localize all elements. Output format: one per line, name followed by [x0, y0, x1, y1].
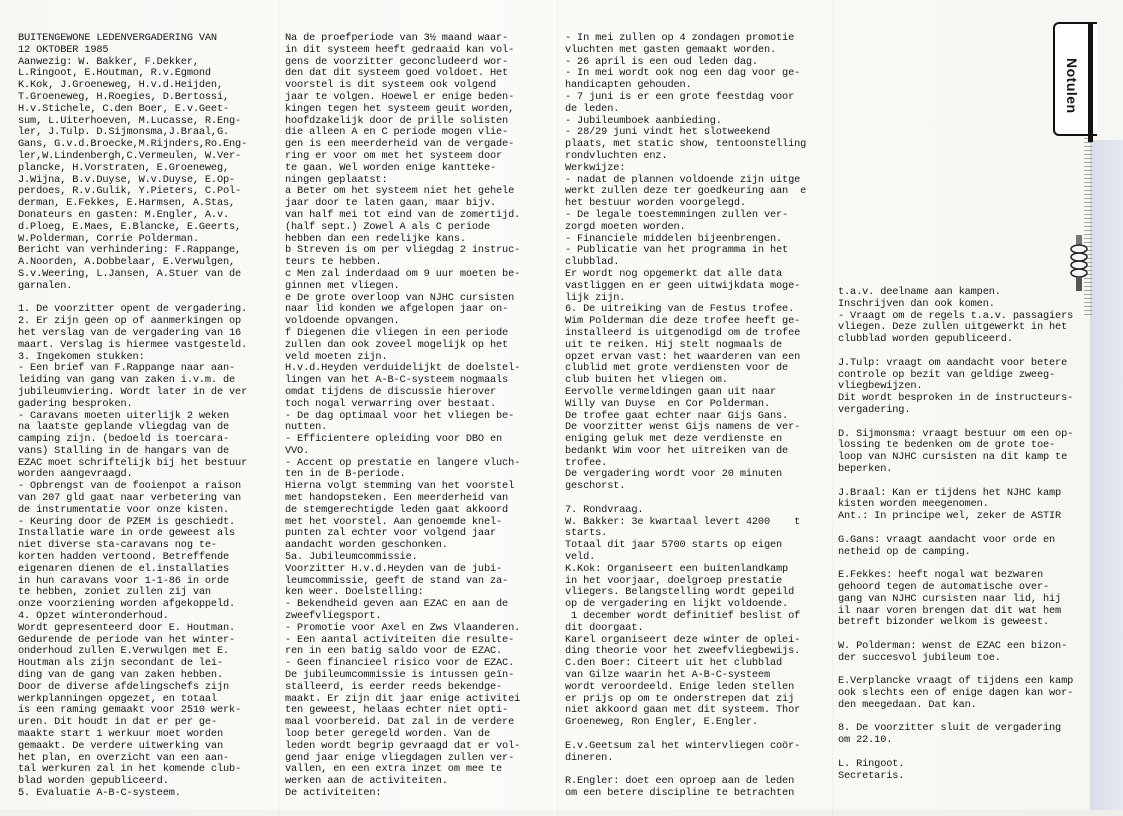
text-line: vluchten met gasten gemaakt worden.: [565, 43, 777, 56]
text-line: e De grote overloop van NJHC cursisten: [285, 291, 515, 304]
text-line: W. Polderman: wenst de EZAC een bizon-: [838, 639, 1068, 652]
text-line: gang van NJHC cursisten naar lid, hij: [838, 592, 1062, 605]
text-line: ginnen met vliegen.: [285, 279, 400, 292]
text-line: vergadering.: [838, 403, 911, 416]
text-line: L.Ringoot, E.Houtman, R.v.Egmond: [18, 67, 211, 80]
text-line: installeerd is uitgenodigd om de trofee: [565, 326, 801, 339]
text-column-3: [565, 33, 806, 800]
text-line: werken aan de activiteiten.: [285, 775, 448, 788]
text-line: worden aangevraagd.: [18, 468, 133, 481]
text-line: [838, 417, 1073, 429]
text-line: netheid op de camping.: [838, 545, 971, 558]
text-line: S.v.Weering, L.Jansen, A.Stuer van de: [18, 267, 242, 280]
text-line: dit doorgaat.: [565, 621, 644, 634]
text-line: - 26 april is een oud leden dag.: [565, 55, 758, 68]
text-line: Donateurs en gasten: M.Engler, A.v.: [18, 208, 230, 221]
text-line: Ant.: In principe wel, zeker de ASTIR: [838, 510, 1062, 523]
text-line: Wordt gepresenteerd door E. Houtman.: [18, 621, 236, 634]
text-line: perdoes, R.v.Gulik, Y.Pieters, C.Pol-: [18, 185, 242, 198]
text-line: na laatste geplande vliegdag van de: [18, 421, 230, 434]
text-line: A.Noorden, A.Dobbelaar, E.Verwulgen,: [18, 256, 236, 269]
text-line: den meegedaan. Dat kan.: [838, 698, 977, 711]
text-line: 5a. Jubileumcommissie.: [285, 551, 418, 564]
text-line: - Caravans moeten uiterlijk 2 weken: [18, 409, 230, 422]
text-line: EZAC moet schriftelijk bij het bestuur: [18, 456, 248, 469]
text-line: maart. Verslag is hiermee vastgesteld.: [18, 338, 248, 351]
text-line: - Opbrengst van de fooienpot a raison: [18, 480, 242, 493]
text-line: W.Polderman, Corrie Polderman.: [18, 232, 199, 245]
text-line: beperken.: [838, 462, 893, 475]
text-line: gens de voorzitter geconcludeerd wor-: [285, 55, 509, 68]
text-line: E.Verplancke vraagt of tijdens een kamp: [838, 675, 1074, 688]
text-line: werkt zullen deze ter goedkeuring aan e: [565, 185, 807, 198]
text-line: sum, L.Uiterhoeven, M.Lucasse, R.Eng-: [18, 114, 242, 127]
text-line: leden wordt begrip gevraagd dat er vol-: [285, 739, 521, 752]
text-line: bedankt Wim voor het uitreiken van de: [565, 444, 789, 457]
text-line: zweefvliegsport.: [285, 610, 382, 623]
text-line: - Efficientere opleiding voor DBO en: [285, 433, 503, 446]
text-column-1: [18, 33, 247, 800]
text-line: controle op bezit van geldige zweeg-: [838, 368, 1056, 381]
text-line: ningen geplaatst:: [285, 173, 388, 186]
text-line: ler, J.Tulp. D.Sijmonsma,J.Braal,G.: [18, 126, 230, 139]
text-line: De voorzitter wenst Gijs namens de ver-: [565, 421, 801, 434]
text-line: [838, 523, 1073, 535]
text-line: kisten worden meegenomen.: [838, 498, 989, 511]
section-tab-label: Notulen: [1064, 58, 1080, 114]
text-line: geschorst.: [565, 480, 626, 493]
text-line: - Financiele middelen bijeenbrengen.: [565, 232, 783, 245]
text-line: vliegen. Deze zullen uitgewerkt in het: [838, 321, 1068, 334]
text-line: gen is een meerderheid van de vergade-: [285, 138, 515, 151]
text-line: - Publicatie van het programma in het: [565, 244, 789, 257]
text-line: om 22.10.: [838, 734, 893, 747]
text-line: toch nogal verwarring over bestaat.: [285, 397, 497, 410]
text-line: onderhoud zullen E.Verwulgen met E.: [18, 645, 230, 658]
text-line: 5. Evaluatie A-B-C-systeem.: [18, 787, 181, 799]
text-line: il naar voren brengen dat dit wat hem: [838, 604, 1062, 617]
text-line: - In mei zullen op 4 zondagen promotie: [565, 32, 795, 44]
text-line: a Beter om het systeem niet het gehele: [285, 185, 515, 198]
text-line: d.Ploeg, E.Maes, E.Blancke, E.Geerts,: [18, 220, 242, 233]
text-line: naar lid konden we afgelopen jaar on-: [285, 303, 509, 316]
text-line: Gedurende de periode van het winter-: [18, 633, 236, 646]
text-line: vastliggen en er geen uitwijkdata moge-: [565, 279, 801, 292]
text-line: - Bekendheid geven aan EZAC en aan de: [285, 598, 509, 611]
text-line: aandacht worden geschonken.: [285, 539, 448, 552]
text-line: jaar door te laten gaan, maar bijv.: [285, 197, 497, 210]
text-line: ren in een batig saldo voor de EZAC.: [285, 645, 503, 658]
text-line: in dit systeem heeft gedraaid kan vol-: [285, 43, 515, 56]
text-line: starts.: [565, 527, 608, 540]
text-line: den dat dit systeem goed voldoet. Het: [285, 67, 509, 80]
text-line: 2. Er zijn geen op of aanmerkingen op: [18, 315, 242, 328]
text-line: J.Braal: Kan er tijdens het NJHC kamp: [838, 486, 1062, 499]
text-line: - De dag optimaal voor het vliegen be-: [285, 409, 515, 422]
text-line: met handopsteken. Een meerderheid van: [285, 492, 509, 505]
text-line: Groeneweg, Ron Engler, E.Engler.: [565, 716, 758, 729]
text-line: de stemgerechtigde leden gaat akkoord: [285, 503, 509, 516]
text-line: ler,W.Lindenbergh,C.Vermeulen, W.Ver-: [18, 149, 242, 162]
text-line: E.Fekkes: heeft nogal wat bezwaren: [838, 569, 1043, 582]
text-line: dineren.: [565, 751, 614, 764]
text-line: ten geweest, helaas echter niet opti-: [285, 704, 509, 717]
text-line: eigenaren dienen de el.installaties: [18, 562, 230, 575]
text-line: Gans, G.v.d.Broecke,M.Rijnders,Ro.Eng-: [18, 138, 248, 151]
text-line: clubblad.: [565, 256, 620, 269]
text-line: vallen, en een extra inzet om mee te: [285, 763, 503, 776]
text-column-4: [838, 287, 1073, 782]
text-line: - Een brief van F.Rappange naar aan-: [18, 362, 236, 375]
text-line: uren. Dit houdt in dat er per ge-: [18, 716, 217, 729]
text-line: [838, 476, 1073, 488]
text-line: [838, 346, 1073, 358]
text-line: punten zal echter voor volgend jaar: [285, 527, 497, 540]
text-line: teurs te hebben.: [285, 256, 382, 269]
text-line: ring er voor om met het systeem door: [285, 149, 503, 162]
text-line: De jubileumcommissie is intussen geïn-: [285, 669, 515, 682]
text-line: trofee.: [565, 456, 608, 469]
text-line: uit te reiken. Hij stelt nogmaals de: [565, 338, 783, 351]
text-line: ook slechts een of enige dagen kan wor-: [838, 687, 1074, 700]
text-line: vliegers. Belangstelling wordt gepeild: [565, 586, 795, 599]
text-line: zorgd moeten worden.: [565, 220, 686, 233]
text-line: 8. De voorzitter sluit de vergadering: [838, 722, 1062, 735]
text-line: lijk zijn.: [565, 291, 626, 304]
text-line: gemaakt. De verdere uitwerking van: [18, 739, 223, 752]
text-line: leiding van gang van zaken i.v.m. de: [18, 374, 236, 387]
text-line: vliegbewijzen.: [838, 380, 923, 393]
text-line: die alleen A en C periode mogen vlie-: [285, 126, 509, 139]
text-line: Houtman als zijn secondant de lei-: [18, 657, 223, 670]
text-line: - Jubileumboek aanbieding.: [565, 114, 722, 127]
text-line: kingen tegen het systeem geuit worden,: [285, 102, 515, 115]
text-line: lossing te bedenken om de grote toe-: [838, 439, 1056, 452]
text-line: loop van NJHC cursisten na dit kamp te: [838, 451, 1068, 464]
text-line: BUITENGEWONE LEDENVERGADERING VAN: [18, 32, 217, 44]
text-line: 1 december wordt definitief beslist of: [565, 610, 801, 623]
text-line: - Geen financieel risico voor de EZAC.: [285, 657, 515, 670]
text-line: c Men zal inderdaad om 9 uur moeten be-: [285, 267, 521, 280]
text-line: Na de proefperiode van 3½ maand waar-: [285, 32, 509, 44]
text-line: J.Tulp: vraagt om aandacht voor betere: [838, 356, 1068, 369]
text-line: b Streven is om per vliegdag 2 instruc-: [285, 244, 521, 257]
text-line: t.a.v. deelname aan kampen.: [838, 286, 1001, 298]
text-line: in hun caravans voor 1-1-86 in orde: [18, 574, 230, 587]
text-line: eniging geluk met deze verdienste en: [565, 433, 783, 446]
pencil-clip-icon: [1070, 235, 1088, 293]
text-line: wordt veroordeeld. Enige leden stellen: [565, 680, 795, 693]
text-line: de leden.: [565, 102, 620, 115]
text-line: Inschrijven dan ook komen.: [838, 297, 995, 310]
text-line: - Een aantal activiteiten die resulte-: [285, 633, 515, 646]
text-line: niet diverse sta-caravans nog te-: [18, 539, 217, 552]
text-line: te gaan. Wel worden enige kantteke-: [285, 161, 497, 174]
text-line: blad worden gepubliceerd.: [18, 775, 169, 788]
text-line: - In mei wordt ook nog een dag voor ge-: [565, 67, 801, 80]
text-line: plaats, met static show, tentoonstelling: [565, 138, 807, 151]
text-line: Installatie ware in orde geweest als: [18, 527, 236, 540]
text-line: G.Gans: vraagt aandacht voor orde en: [838, 533, 1056, 546]
text-line: gadering besproken.: [18, 397, 133, 410]
text-line: Bericht van verhindering: F.Rappange,: [18, 244, 242, 257]
text-line: camping zijn. (bedoeld is toercara-: [18, 433, 230, 446]
text-line: H.v.Stichele, C.den Boer, E.v.Geet-: [18, 102, 230, 115]
text-line: korten hadden vertoond. Betreffende: [18, 551, 230, 564]
text-column-2: [285, 33, 520, 800]
text-line: De trofee gaat echter naar Gijs Gans.: [565, 409, 789, 422]
text-line: 7. Rondvraag.: [565, 503, 644, 516]
text-line: te hebben, zoniet zullen zij van: [18, 586, 211, 599]
text-line: De vergadering wordt voor 20 minuten: [565, 468, 783, 481]
text-line: het bestuur worden voorgelegd.: [565, 197, 746, 210]
text-line: werkplanningen opgezet, en totaal: [18, 692, 217, 705]
text-line: is een raming gemaakt voor 2510 werk-: [18, 704, 242, 717]
text-line: Aanwezig: W. Bakker, F.Dekker,: [18, 55, 199, 68]
text-line: - Accent op prestatie en langere vluch-: [285, 456, 521, 469]
text-line: Door de diverse afdelingschefs zijn: [18, 680, 230, 693]
text-line: veld moeten zijn.: [285, 350, 388, 363]
text-line: onze voorziening worden afgekoppeld.: [18, 598, 236, 611]
text-line: De activiteiten:: [285, 787, 382, 799]
text-line: derman, E.Fekkes, E.Harmsen, A.Stas,: [18, 197, 236, 210]
text-line: club buiten het vliegen om.: [565, 374, 728, 387]
text-line: jaar te volgen. Hoewel er enige beden-: [285, 90, 515, 103]
column-gutter: [278, 0, 279, 816]
text-line: garnalen.: [18, 279, 73, 292]
text-line: maakte start 1 werkuur moet worden: [18, 728, 223, 741]
text-line: lingen van het A-B-C-systeem nogmaals: [285, 374, 509, 387]
text-line: jubileumviering. Wordt later in de ver: [18, 385, 248, 398]
text-line: gend jaar enige vliegdagen zullen ver-: [285, 751, 515, 764]
text-line: Eervolle vermeldingen gaan uit naar: [565, 385, 777, 398]
text-line: maakt. Er zijn dit jaar enige activitei: [285, 692, 521, 705]
text-line: plancke, H.Vorstraten, E.Groeneweg,: [18, 161, 230, 174]
text-line: rondvluchten enz.: [565, 149, 668, 162]
text-line: C.den Boer: Citeert uit het clubblad: [565, 657, 783, 670]
text-line: nutten.: [285, 421, 328, 434]
text-line: opzet ervan vast: het waarderen van een: [565, 350, 801, 363]
text-line: - De legale toestemmingen zullen ver-: [565, 208, 789, 221]
text-line: ding van de gang van zaken hebben.: [18, 669, 223, 682]
text-line: Karel organiseert deze winter de oplei-: [565, 633, 801, 646]
page-edge-margin: [1090, 140, 1123, 810]
text-line: clubblad worden gepubliceerd.: [838, 333, 1013, 346]
text-line: maal voorbereid. Dat zal in de verdere: [285, 716, 515, 729]
text-line: clublid met grote verdiensten voor de: [565, 362, 789, 375]
text-line: L. Ringoot.: [838, 757, 905, 770]
text-line: - Keuring door de PZEM is geschiedt.: [18, 515, 236, 528]
text-line: W. Bakker: 3e kwartaal levert 4200 t: [565, 515, 801, 528]
text-line: handicapten gehouden.: [565, 79, 692, 92]
text-line: tal werkuren zal in het komende club-: [18, 763, 242, 776]
text-line: stalleerd, is eerder reeds bekendge-: [285, 680, 503, 693]
text-line: veld.: [565, 551, 596, 564]
text-line: E.v.Geetsum zal het wintervliegen coör-: [565, 739, 801, 752]
text-line: niet akkoord gaan met dit systeem. Thor: [565, 704, 801, 717]
text-line: - Vraagt om de regels t.a.v. passagiers: [838, 309, 1074, 322]
text-line: gehoord tegen de automatische over-: [838, 580, 1050, 593]
text-line: het verslag van de vergadering van 16: [18, 326, 242, 339]
text-line: Werkwijze:: [565, 161, 626, 174]
text-line: K.Kok: Organiseert een buitenlandkamp: [565, 562, 789, 575]
text-line: omdat tijdens de discussie hierover: [285, 385, 497, 398]
text-line: J.Wijna, B.v.Duyse, W.v.Duyse, E.Op-: [18, 173, 236, 186]
text-line: om een betere discipline te betrachten: [565, 787, 795, 799]
text-line: K.Kok, J.Groeneweg, H.v.d.Heijden,: [18, 79, 223, 92]
text-line: Secretaris.: [838, 769, 905, 782]
text-line: - Promotie voor Axel en Zws Vlaanderen.: [285, 621, 521, 634]
text-line: Willy van Duyse en Cor Polderman.: [565, 397, 770, 410]
text-line: - 7 juni is er een grote feestdag voor: [565, 90, 795, 103]
text-line: (half sept.) Zowel A als C periode: [285, 220, 490, 233]
text-line: - nadat de plannen voldoende zijn uitge: [565, 173, 801, 186]
text-line: ding theorie voor het zweefvliegbewijs.: [565, 645, 801, 658]
text-line: ken weer. Doelstelling:: [285, 586, 424, 599]
text-line: leumcommissie, geeft de stand van za-: [285, 574, 509, 587]
text-line: 4. Opzet winteronderhoud.: [18, 610, 169, 623]
text-line: VVO.: [285, 444, 310, 457]
text-line: R.Engler: doet een oproep aan de leden: [565, 775, 795, 788]
text-line: er prijs op om te onderstrepen dat zij: [565, 692, 795, 705]
text-line: hoofdzakelijk door de prille solisten: [285, 114, 509, 127]
text-line: op de vergadering en lijkt voldoende.: [565, 598, 789, 611]
text-line: D. Sijmonsma: vraagt bestuur om een op-: [838, 427, 1074, 440]
text-line: Hierna volgt stemming van het voorstel: [285, 480, 515, 493]
text-line: voldoende opvangen.: [285, 315, 400, 328]
text-line: Wim Polderman die deze trofee heeft ge-: [565, 315, 801, 328]
text-line: Voorzitter H.v.d.Heyden van de jubi-: [285, 562, 503, 575]
text-line: met het voorstel. Aan genoemde knel-: [285, 515, 503, 528]
text-line: 1. De voorzitter opent de vergadering.: [18, 303, 248, 316]
text-line: vans) Stalling in de hangars van de: [18, 444, 230, 457]
text-line: de instrumentatie voor onze kisten.: [18, 503, 230, 516]
text-line: van 207 gld gaat naar verbetering van: [18, 492, 242, 505]
text-line: T.Groeneweg, H.Roegies, D.Bertossi,: [18, 90, 230, 103]
text-line: Totaal dit jaar 5700 starts op eigen: [565, 539, 783, 552]
section-tab-spine: [1088, 22, 1093, 142]
text-line: der succesvol jubileum toe.: [838, 651, 1001, 664]
text-line: f Diegenen die vliegen in een periode: [285, 326, 509, 339]
text-line: H.v.d.Heyden verduidelijkt de doelstel-: [285, 362, 521, 375]
text-line: 3. Ingekomen stukken:: [18, 350, 145, 363]
text-line: in het voorjaar, doelgroep prestatie: [565, 574, 783, 587]
text-line: zullen dan ook zoveel mogelijk op het: [285, 338, 509, 351]
text-line: 12 OKTOBER 1985: [18, 43, 109, 56]
page-bottom-edge: [0, 810, 1123, 816]
text-line: Er wordt nog opgemerkt dat alle data: [565, 267, 783, 280]
text-line: van half mei tot eind van de zomertijd.: [285, 208, 521, 221]
text-line: betreft bizonder welkom is geweest.: [838, 616, 1050, 629]
column-gutter: [832, 0, 833, 816]
text-line: Dit wordt besproken in de instructeurs-: [838, 392, 1074, 405]
text-line: - 28/29 juni vindt het slotweekend: [565, 126, 770, 139]
text-line: ten in de B-periode.: [285, 468, 406, 481]
text-line: voorstel is dit systeem ook volgend: [285, 79, 497, 92]
text-line: van Gilze waarin het A-B-C-systeem: [565, 669, 770, 682]
text-line: loop beter geregeld worden. Van de: [285, 728, 490, 741]
text-line: het plan, en overzicht van een aan-: [18, 751, 230, 764]
text-line: hebben dan een redelijke kans.: [285, 232, 466, 245]
text-line: 6. De uitreiking van de Festus trofee.: [565, 303, 795, 316]
column-gutter: [557, 0, 558, 816]
